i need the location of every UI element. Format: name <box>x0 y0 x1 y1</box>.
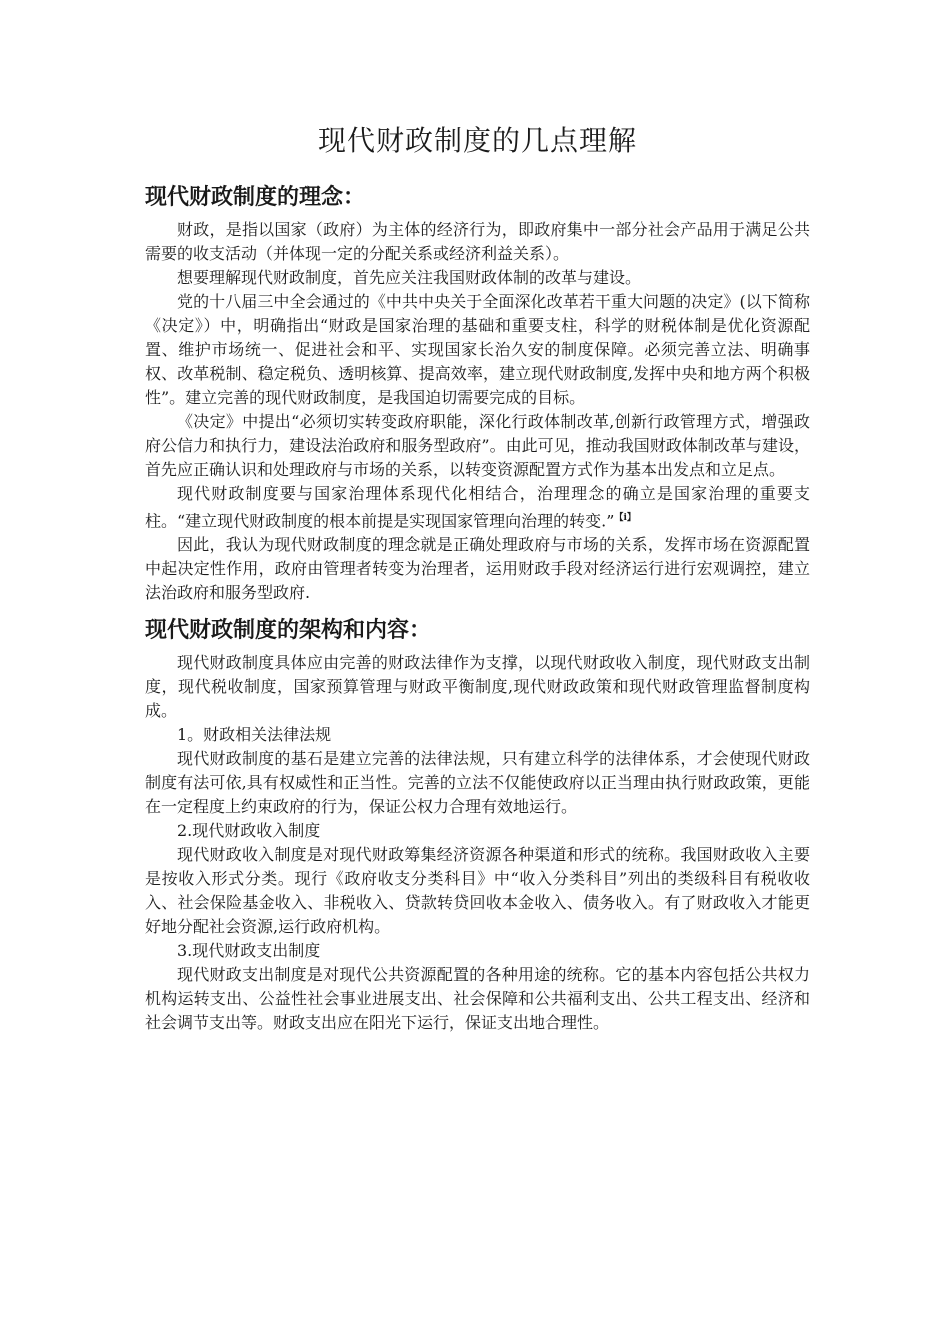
document-title: 现代财政制度的几点理解 <box>317 124 637 157</box>
paragraph: 因此，我认为现代财政制度的理念就是正确处理政府与市场的关系，发挥市场在资源配置中起决定性作用，政府由管理者转变为治理者，运用财政手段对经济运行进行宏观调控，建立法治政府和服务型政府. <box>145 535 810 603</box>
item-title: 3.现代财政支出制度 <box>177 941 321 961</box>
paragraph: 现代财政制度的基石是建立完善的法律法规，只有建立科学的法律体系，才会使现代财政制度有法可依,具有权威性和正当性。完善的立法不仅能使政府以正当理由执行财政政策，更能在一定程度上约束政府的行为，保证公权力合理有效地运行。 <box>145 749 810 817</box>
paragraph-with-footnote <box>145 482 810 533</box>
section-heading-philosophy: 现代财政制度的理念： <box>145 185 366 210</box>
paragraph: 党的十八届三中全会通过的《中共中央关于全面深化改革若干重大问题的决定》(以下简称《决定》）中，明确指出“财政是国家治理的基础和重要支柱，科学的财税体制是优化资源配置、维护市场统一、促进社会和平、实现国家长治久安的制度保障。必须完善立法、明确事权、改革税制、稳定税负、透明核算、提高效率，建立现代财政制度,发挥中央和地方两个积极性”。建立完善的现代财政制度，是我国迫切需要完成的目标。 <box>145 292 810 407</box>
paragraph: 现代财政制度具体应由完善的财政法律作为支撑，以现代财政收入制度，现代财政支出制度，现代税收制度，国家预算管理与财政平衡制度,现代财政政策和现代财政管理监督制度构成。 <box>145 653 810 721</box>
paragraph: 现代财政收入制度是对现代财政筹集经济资源各种渠道和形式的统称。我国财政收入主要是按收入形式分类。现行《政府收支分类科目》中“收入分类科目”列出的类级科目有税收收入、社会保险基金收入、非税收入、贷款转贷回收本金收入、债务收入。有了财政收入才能更好地分配社会资源,运行政府机构。 <box>145 845 810 937</box>
item-title: 2.现代财政收入制度 <box>177 821 321 841</box>
footnote-reference[interactable]: 【i】 <box>614 513 636 523</box>
paragraph: 《决定》中提出“必须切实转变政府职能，深化行政体制改革,创新行政管理方式，增强政府公信力和执行力，建设法治政府和服务型政府”。由此可见，推动我国财政体制改革与建设，首先应正确认识和处理政府与市场的关系，以转变资源配置方式作为基本出发点和立足点。 <box>145 412 810 479</box>
paragraph: 想要理解现代财政制度，首先应关注我国财政体制的改革与建设。 <box>177 268 642 287</box>
item-title: 1。财政相关法律法规 <box>177 725 332 745</box>
paragraph-text: 现代财政制度要与国家治理体系现代化相结合，治理理念的确立是国家治理的重要支柱。“建立现代财政制度的根本前提是实现国家管理向治理的转变.” <box>145 484 810 531</box>
section-heading-structure: 现代财政制度的架构和内容： <box>145 618 432 644</box>
paragraph: 现代财政支出制度是对现代公共资源配置的各种用途的统称。它的基本内容包括公共权力机构运转支出、公益性社会事业进展支出、社会保障和公共福利支出、公共工程支出、经济和社会调节支出等。财政支出应在阳光下运行，保证支出地合理性。 <box>145 965 810 1033</box>
paragraph: 财政，是指以国家（政府）为主体的经济行为，即政府集中一部分社会产品用于满足公共需要的收支活动（并体现一定的分配关系或经济利益关系）。 <box>145 220 810 263</box>
document-body <box>145 118 810 1035</box>
